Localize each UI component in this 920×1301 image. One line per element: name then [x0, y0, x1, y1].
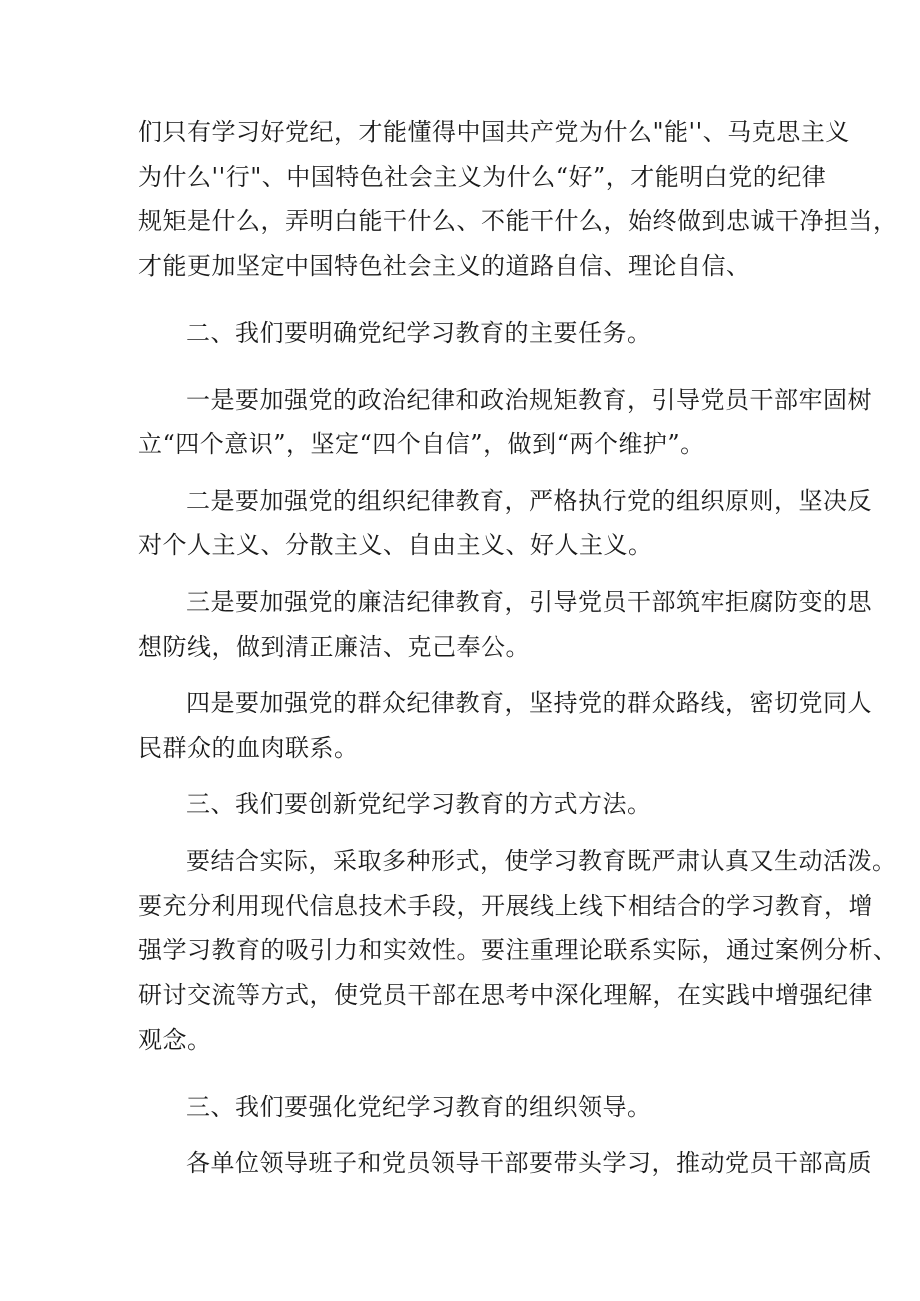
- paragraph-line: 四是要加强党的群众纪律教育，坚持党的群众路线，密切党同人: [186, 689, 872, 717]
- paragraph-line: 三是要加强党的廉洁纪律教育，引导党员干部筑牢拒腐防变的思: [186, 588, 872, 616]
- paragraph-line: 们只有学习好党纪，才能懂得中国共产党为什么"能''、马克思主义: [138, 118, 850, 146]
- paragraph-line: 立“四个意识”，坚定“四个自信”，做到“两个维护”。: [138, 430, 705, 458]
- paragraph-line: 二是要加强党的组织纪律教育，严格执行党的组织原则，坚决反: [186, 487, 872, 515]
- paragraph-line: 各单位领导班子和党员领导干部要带头学习，推动党员干部高质: [186, 1149, 872, 1177]
- paragraph-line: 一是要加强党的政治纪律和政治规矩教育，引导党员干部牢固树: [186, 386, 872, 414]
- paragraph-line: 为什么''行"、中国特色社会主义为什么“好”，才能明白党的纪律: [138, 163, 827, 191]
- paragraph-line: 规矩是什么，弄明白能干什么、不能干什么，始终做到忠诚干净担当，: [138, 207, 898, 235]
- paragraph-line: 要充分利用现代信息技术手段，开展线上线下相结合的学习教育，增: [138, 892, 873, 920]
- section-heading-2: 二、我们要明确党纪学习教育的主要任务。: [186, 319, 652, 347]
- section-heading-3: 三、我们要创新党纪学习教育的方式方法。: [186, 790, 652, 818]
- paragraph-line: 才能更加坚定中国特色社会主义的道路自信、理论自信、: [138, 252, 751, 280]
- paragraph-line: 对个人主义、分散主义、自由主义、好人主义。: [138, 531, 653, 559]
- paragraph-line: 观念。: [138, 1026, 212, 1054]
- paragraph-line: 研讨交流等方式，使党员干部在思考中深化理解，在实践中增强纪律: [138, 981, 873, 1009]
- paragraph-line: 民群众的血肉联系。: [138, 734, 359, 762]
- section-heading-4: 三、我们要强化党纪学习教育的组织领导。: [186, 1093, 652, 1121]
- paragraph-line: 想防线，做到清正廉洁、克己奉公。: [138, 633, 530, 661]
- paragraph-line: 强学习教育的吸引力和实效性。要注重理论联系实际，通过案例分析、: [138, 936, 898, 964]
- paragraph-line: 要结合实际，采取多种形式，使学习教育既严肃认真又生动活泼。: [186, 847, 897, 875]
